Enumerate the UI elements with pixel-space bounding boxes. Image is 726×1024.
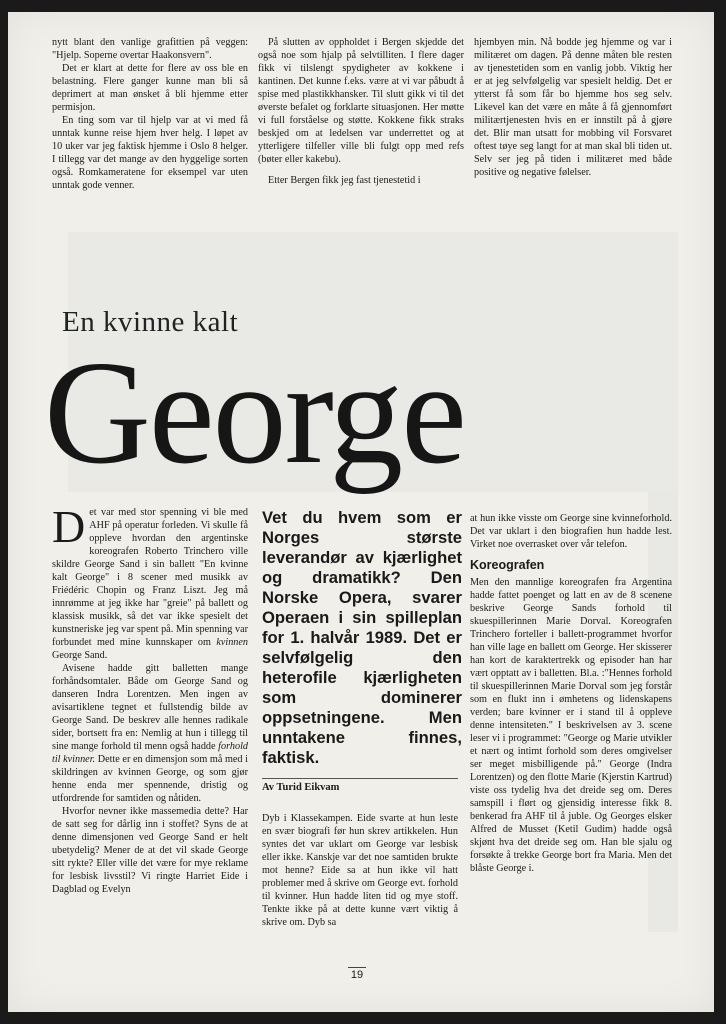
subheading: Koreografen [470, 558, 545, 572]
top-column-2 [258, 36, 464, 187]
paragraph: Etter Bergen fikk jeg fast tjenestetid i [268, 175, 421, 186]
paragraph: hjembyen min. Nå bodde jeg hjemme og var i militæret om dagen. På denne måten ble resten av tjenestetiden som en vanlig jobb. Viktig her er at jeg selvfølgelig var spesielt heldig. Det er ytterst få som får bo hjemme hos seg selv. Likevel kan det være en måte å få gjennomført militærtjenesten hvis en er innstilt på å gjøre det. Blir man utsatt for mobbing vil Forsvaret oftest tøye seg langt for at man skal bli tiden ut. Selv ser jeg på tiden i militæret med både positive og negative følelser. [474, 37, 672, 178]
magazine-page [8, 12, 714, 1012]
paragraph: På slutten av oppholdet i Bergen skjedde det også noe som hjalp på selvtilliten. I flere dager fikk vi tilslengt spydigheter av kokkene i kantinen. Det kunne f.eks. være at vi var påbudt å spise med plastikkhansker. Til slutt gikk vi til det øverste befalet og forklarte situasjonen. Her møtte vi full forståelse og støtte. Kokkene fikk straks beskjed om at ledelsen var underrettet og at ytterligere tilfeller ville bli fulgt opp med refs (bøter eller kakebu). [258, 37, 464, 165]
paragraph: Men den mannlige koreografen fra Argentina hadde fattet poenget og latt en av de 8 scenene beskrive George Sands forhold til skuespillerinnen Marie Dorval. Koreografen Trinchero forteller i ballett-programmet hvorfor han ville lage en ballett om George. Her skisserer han kort de karaktertrekk og episoder han har vært opptatt av i balletten. Bl.a. :"Hennes forhold til skuespillerinnen Marie Dorval som jeg forstår som en flukt inn i ømhetens og lidenskapens verden; bare kvinner er i stand til å oppleve denne intensiteten." I beskrivelsen av 3. scene leser vi i programmet: "George og Marie utvikler et nært og intimt forhold som deres omgivelser ser meget misbilligende på." George (Indra Lorentzen) og den flotte Marie (Kjerstin Kartrud) viste oss tydelig hva det dreide seg om. Deres samspill i flørt og gjensidig interesse fikk 8. benkerad fra AHF til å juble. Og Georges elsker Alfred de Musset (Ketil Gudim) hadde også skjønt hva det dreide seg om. Han ble sjalu og forsøkte å trekke George bort fra Maria. Men det blåste George i. [470, 577, 672, 874]
paragraph [52, 662, 248, 805]
body-column-3 [470, 512, 672, 875]
paragraph: Hvorfor nevner ikke massemedia dette? Har de satt seg for dårlig inn i stoffet? Syns de at denne dimensjonen ved George Sand er helt ubetydelig? Mener de at det vil skade George sitt rykte? Eller ville det være for mye reklame for lesbisk livsstil? Vi ringte Harriet Eide i Dagblad og Evelyn [52, 806, 248, 895]
emphasis: kvinnen [216, 637, 249, 648]
paragraph: En ting som var til hjelp var at vi med få unntak kunne reise hjem hver helg. I løpet av 10 uker var jeg faktisk hjemme i Oslo 8 helger. I tillegg var det mange av den hyggelige sorten også. Romkameratene for eksempel var uten unntak gode venner. [52, 115, 248, 191]
body-column-2 [262, 812, 458, 929]
paragraph: Dyb i Klassekampen. Eide svarte at hun leste en svær biografi før hun skrev artikkelen. Hun syntes det var uklart om George var lesbisk eller ikke. Kanskje var det noe samtiden brukte mot henne? Eide sa at hun ikke vil hatt problemer med å skrive om George evt. forhold til kvinner. Hun hadde liten tid og mye stoff. Tenkte ikke på at dette kunne vært viktig å skrive om. Dyb sa [262, 813, 458, 928]
paragraph: at hun ikke visste om George sine kvinneforhold. Det var uklart i den biografien hun hadde lest. Virket noe overrasket over vår telefon. [470, 513, 672, 550]
text: Dette er en dimensjon som må med i skildringen av kvinnen George, og som gjør henne enda mer spennende, dristig og utfordrende for samtiden og nåtiden. [52, 754, 248, 804]
top-column-1 [52, 36, 248, 192]
drop-cap: D [52, 501, 86, 552]
top-column-3 [474, 36, 672, 179]
page-number: 19 [348, 967, 366, 981]
article-kicker: En kvinne kalt [62, 306, 239, 338]
first-paragraph [52, 501, 249, 662]
body-column-1 [52, 501, 249, 896]
byline: Av Turid Eikvam [262, 782, 340, 793]
byline-rule [262, 778, 458, 779]
article-lead: Vet du hvem som er Norges største leverandør av kjærlighet og dramatikk? Den Norske Opera, svarer Operaen i sin spilleplan for 1. halvår 1989. Det er selvfølgelig den heterofile kjærligheten som dominerer oppsetningene. Men unntakene finnes, faktisk. [262, 508, 462, 767]
paragraph: nytt blant den vanlige grafittien på veggen: "Hjelp. Soperne overtar Haakonsvern". [52, 37, 248, 61]
paragraph: Det er klart at dette for flere av oss ble en belastning. Flere ganger kunne man bli så deprimert at man ønsket å bli hjemme etter permisjon. [52, 63, 248, 113]
text: George Sand. [52, 650, 108, 661]
text: Avisene hadde gitt balletten mange forhåndsomtaler. Både om George Sand og danseren Indra Lorentzen. Men ingen av avisartiklene tegnet et fullstendig bilde av George Sand. De beskrev alle hennes radikale sider, bortsett fra en: Nemlig at hun i tillegg til sine mange forhold til menn også hadde [52, 663, 248, 752]
article-headline: George [44, 331, 465, 495]
text: et var med stor spenning vi ble med AHF på operatur forleden. Vi skulle få oppleve hvordan den argentinske koreografen Roberto Trinchero ville skildre George Sand i sin ballett "En kvinne kalt George" i 8 scener med musikk av Friédéric Chopin og Franz Liszt. Jeg må innrømme at jeg ikke har "greie" på ballett og klassisk musikk, så det var ikke spesielt det kunstneriske jeg var spent på. Min spenning var forbundet med mine kunnskaper om [52, 507, 248, 648]
emphasis: forhold til kvinner. [52, 741, 248, 765]
